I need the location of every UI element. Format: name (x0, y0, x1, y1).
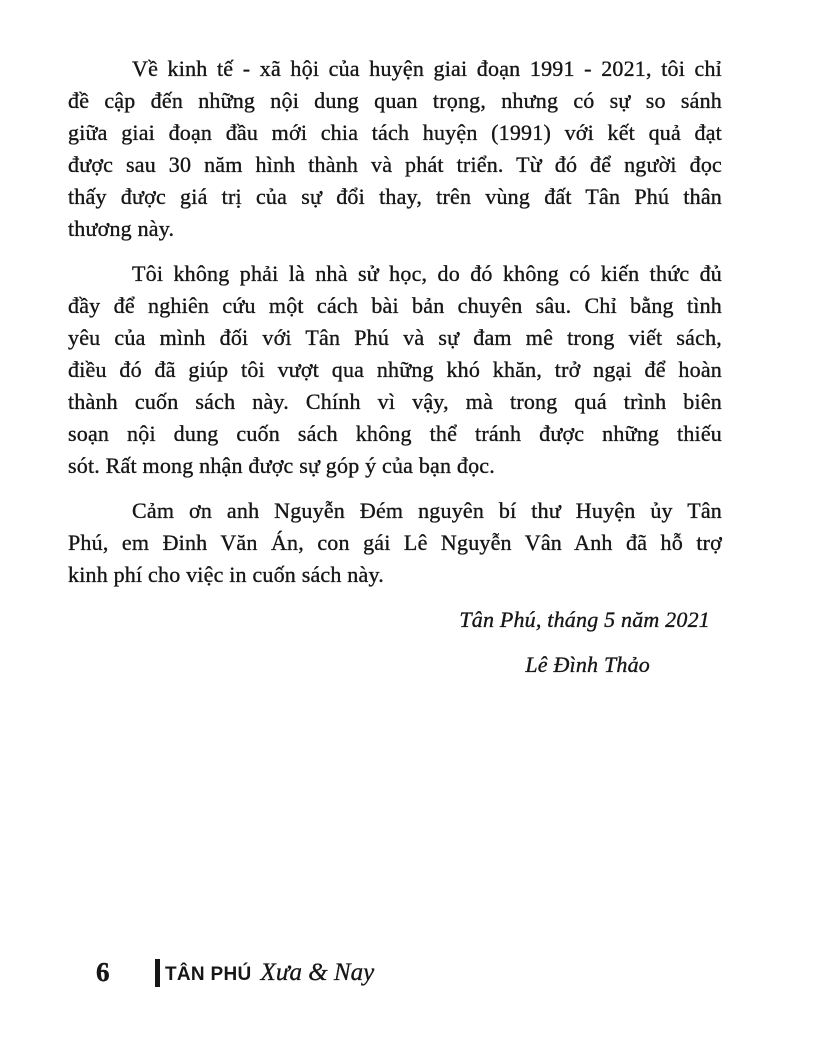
paragraph-2-line: đầy để nghiên cứu một cách bài bản chuyên sâu. Chỉ bằng tình (68, 293, 722, 318)
paragraph-2-line: sót. Rất mong nhận được sự góp ý của bạn đọc. (68, 453, 495, 478)
paragraph-3 (68, 495, 722, 591)
paragraph-1 (68, 53, 722, 245)
footer-book-subtitle: Xưa & Nay (260, 959, 375, 986)
paragraph-1-line: Về kinh tế - xã hội của huyện giai đoạn 1991 - 2021, tôi chỉ (132, 56, 722, 81)
paragraph-2-line: điều đó đã giúp tôi vượt qua những khó khăn, trở ngại để hoàn (68, 357, 722, 382)
signature-block (68, 604, 722, 681)
paragraph-2 (68, 258, 722, 482)
paragraph-2-line: soạn nội dung cuốn sách không thể tránh được những thiếu (68, 421, 722, 446)
paragraph-1-line: thương này. (68, 216, 175, 241)
signature-place-date: Tân Phú, tháng 5 năm 2021 (459, 607, 710, 632)
paragraph-1-line: được sau 30 năm hình thành và phát triển. Từ đó để người đọc (68, 152, 722, 177)
paragraph-2-line: thành cuốn sách này. Chính vì vậy, mà trong quá trình biên (68, 389, 722, 414)
paragraph-2-line: yêu của mình đối với Tân Phú và sự đam mê trong viết sách, (68, 325, 722, 350)
page-footer (0, 955, 816, 995)
page-body-text (68, 53, 722, 681)
paragraph-3-line: kinh phí cho việc in cuốn sách này. (68, 562, 384, 587)
paragraph-1-line: thấy được giá trị của sự đổi thay, trên vùng đất Tân Phú thân (68, 184, 722, 209)
footer-divider-bar (155, 959, 160, 987)
paragraph-3-line: Phú, em Đinh Văn Án, con gái Lê Nguyễn Vân Anh đã hỗ trợ (68, 530, 722, 555)
footer-book-title: TÂN PHÚ (165, 963, 252, 985)
paragraph-1-line: đề cập đến những nội dung quan trọng, nhưng có sự so sánh (68, 88, 722, 113)
footer-book-reference (155, 955, 374, 991)
paragraph-2-line: Tôi không phải là nhà sử học, do đó không có kiến thức đủ (132, 261, 722, 286)
page-number: 6 (96, 957, 110, 987)
signature-author-name: Lê Đình Thảo (525, 652, 650, 677)
paragraph-1-line: giữa giai đoạn đầu mới chia tách huyện (1991) với kết quả đạt (68, 120, 722, 145)
paragraph-3-line: Cảm ơn anh Nguyễn Đém nguyên bí thư Huyện ủy Tân (132, 498, 722, 523)
